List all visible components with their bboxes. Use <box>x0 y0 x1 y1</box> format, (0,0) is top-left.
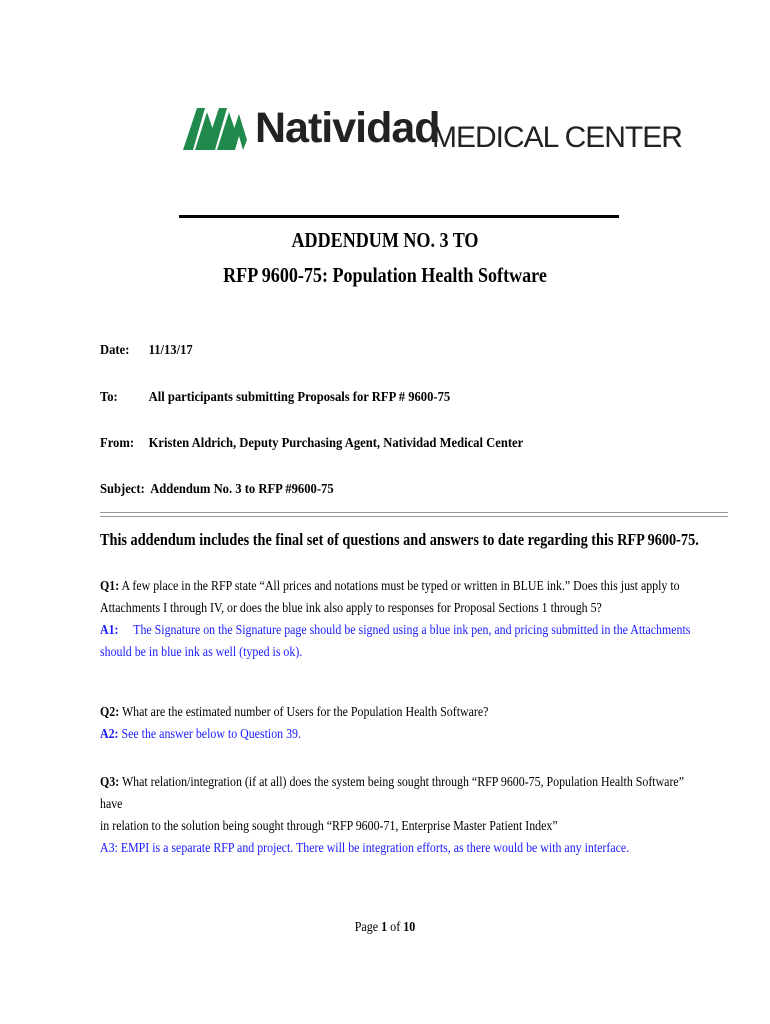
q1-line1: A few place in the RFP state “All prices and notations must be typed or written in BLUE ink.” Does this just apply to <box>121 579 680 594</box>
of-label: of <box>390 920 401 935</box>
meta-subject <box>100 482 334 498</box>
question-3-cont <box>100 816 695 838</box>
q1-line2: Attachments I through IV, or does the blue ink also apply to responses for Proposal Sections 1 through 5? <box>100 601 602 616</box>
a1-line1: The Signature on the Signature page should be signed using a blue ink pen, and pricing submitted in the Attachments <box>133 623 691 638</box>
logo-suffix: MEDICAL CENTER <box>432 121 682 154</box>
q3-line1: What relation/integration (if at all) does the system being sought through “RFP 9600-75, Population Health Software” have <box>100 775 685 812</box>
question-2 <box>100 702 695 724</box>
page-footer <box>54 920 716 936</box>
q2-line1: What are the estimated number of Users for the Population Health Software? <box>121 705 489 720</box>
answer-3 <box>100 838 695 860</box>
from-label: From: <box>100 436 135 451</box>
answer-1-cont <box>100 642 695 664</box>
to-value: All participants submitting Proposals for RFP # 9600-75 <box>148 390 451 405</box>
document-title-line1: ADDENDUM NO. 3 TO <box>291 228 479 252</box>
q3-label: Q3: <box>100 775 120 790</box>
a2-line1: See the answer below to Question 39. <box>121 727 301 742</box>
to-label: To: <box>100 390 118 405</box>
a3-line1: EMPI is a separate RFP and project. There will be integration efforts, as there would be with any interface. <box>120 841 630 856</box>
page-total: 10 <box>403 920 416 935</box>
q1-label: Q1: <box>100 579 120 594</box>
qa-1 <box>100 576 695 664</box>
intro-statement: This addendum includes the final set of questions and answers to date regarding this RFP 9600-75. <box>100 530 699 549</box>
a1-label: A1: <box>100 623 119 638</box>
natividad-logo <box>183 100 682 160</box>
answer-1 <box>100 620 695 642</box>
qa-3 <box>100 772 695 860</box>
q3-line2: in relation to the solution being sought through “RFP 9600-71, Enterprise Master Patient Index” <box>100 819 558 834</box>
meta-to <box>100 390 450 406</box>
question-3 <box>100 772 695 816</box>
from-value: Kristen Aldrich, Deputy Purchasing Agent, Natividad Medical Center <box>148 436 524 451</box>
page-label: Page <box>354 920 379 935</box>
answer-2 <box>100 724 695 746</box>
meta-date <box>100 343 193 359</box>
a3-label: A3: <box>100 841 118 856</box>
a2-label: A2: <box>100 727 119 742</box>
section-divider <box>100 512 728 517</box>
title-rule <box>179 215 619 218</box>
q2-label: Q2: <box>100 705 120 720</box>
logo-name: Natividad <box>255 104 440 152</box>
subject-label: Subject: <box>100 482 145 497</box>
document-title-line2: RFP 9600-75: Population Health Software <box>223 263 547 287</box>
subject-value: Addendum No. 3 to RFP #9600-75 <box>150 482 334 497</box>
date-label: Date: <box>100 343 130 358</box>
meta-from <box>100 436 523 452</box>
date-value: 11/13/17 <box>148 343 193 358</box>
question-1-cont <box>100 598 695 620</box>
question-1 <box>100 576 695 598</box>
page-number: 1 <box>381 920 388 935</box>
logo-mark-icon <box>183 100 249 152</box>
qa-2 <box>100 702 695 746</box>
a1-line2: should be in blue ink as well (typed is ok). <box>100 645 303 660</box>
